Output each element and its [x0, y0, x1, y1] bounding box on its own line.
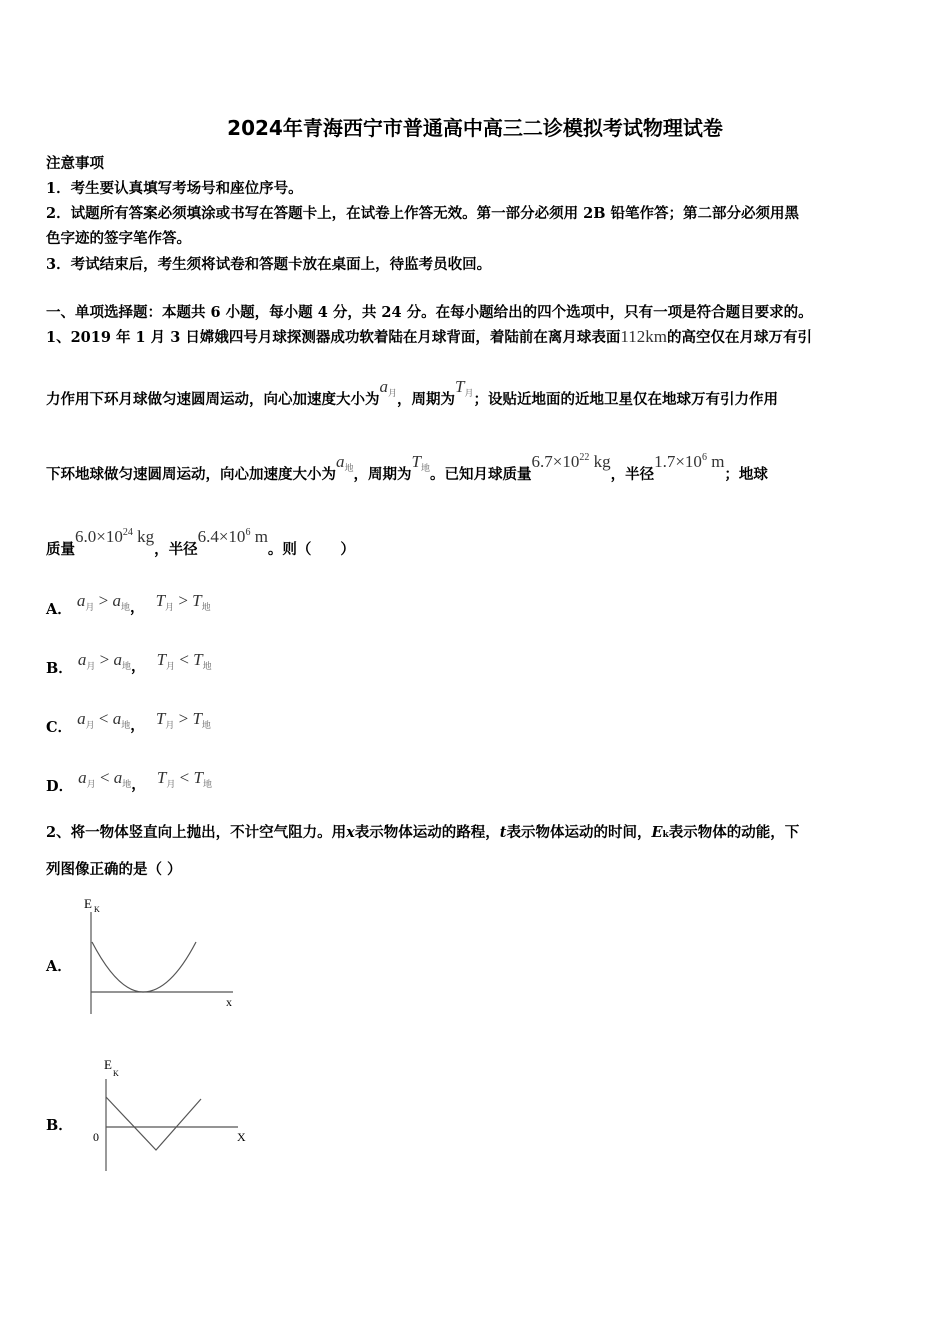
opt-comma: ，: [131, 776, 146, 793]
opt-rel1: >: [95, 650, 114, 669]
a-earth-symbol: a: [336, 452, 345, 471]
earth-radius-exp: 6: [245, 527, 251, 538]
q1-line2-c: ；设贴近地面的近地卫星仅在地球万有引力作用: [473, 391, 778, 408]
opt-comma: ，: [130, 658, 146, 675]
q1-line4-a: 质量: [46, 541, 75, 558]
section-heading: 一、单项选择题：本题共 6 小题，每小题 4 分，共 24 分。在每小题给出的四个选项中，只有一项是符合题目要求的。: [46, 304, 813, 321]
option-label: C．: [46, 719, 73, 736]
earth-radius-unit: m: [250, 527, 268, 546]
a-moon-symbol: a: [379, 377, 388, 396]
q1-altitude: 112km: [620, 327, 667, 346]
opt-a-sym: a: [77, 650, 87, 669]
opt-t-sym: T: [155, 591, 166, 610]
q1-option-d[interactable]: [46, 767, 212, 795]
opt-t-sub-moon: 月: [166, 780, 176, 790]
opt-rel2: >: [174, 709, 193, 728]
q2-ek-sub: k: [662, 830, 669, 840]
opt-rel2: >: [174, 591, 193, 610]
opt-t-sub-moon: 月: [166, 662, 176, 672]
moon-radius: [654, 452, 724, 471]
opt-t-sub-earth: 地: [201, 721, 211, 731]
q2-option-b-graph: [88, 1055, 258, 1177]
q2-x: x: [346, 824, 355, 841]
notice-heading: 注意事项: [46, 155, 104, 172]
opt-t-sym2: T: [192, 591, 202, 610]
q1-line-1: [46, 326, 812, 347]
opt-a-sub-earth: 地: [120, 603, 130, 613]
q1-line3-c: 。已知月球质量: [430, 466, 532, 483]
t-moon-sub: 月: [464, 389, 474, 399]
opt-t-sym: T: [156, 650, 167, 669]
q1-line2-a: 力作用下环月球做匀速圆周运动，向心加速度大小为: [46, 391, 380, 408]
q1-line3-b: ，周期为: [353, 466, 412, 483]
opt-t-sub-moon: 月: [165, 603, 175, 613]
opt-a-sub-earth: 地: [121, 721, 131, 731]
q1-option-b[interactable]: [46, 649, 212, 677]
opt-t-sub-earth: 地: [202, 780, 212, 790]
opt-t-sym: T: [155, 709, 166, 728]
moon-radius-unit: m: [706, 452, 725, 471]
option-label: B．: [46, 660, 73, 677]
opt-a-sub-moon: 月: [85, 603, 95, 613]
q2-line-2: 列图像正确的是（ ）: [46, 861, 182, 878]
earth-radius: [198, 527, 268, 546]
graph-b-y-label: E: [104, 1057, 112, 1072]
q1-line3-e: ；地球: [724, 466, 768, 483]
q1-line4-c: 。则（ ）: [267, 541, 355, 558]
opt-t-sub-earth: 地: [201, 603, 211, 613]
opt-a-sym2: a: [112, 709, 122, 728]
notice-item-1: 1．考生要认真填写考场号和座位序号。: [46, 180, 303, 197]
moon-mass-base: 6.7×10: [531, 452, 580, 471]
a-moon-sub: 月: [388, 389, 398, 399]
earth-mass-unit: kg: [132, 527, 155, 546]
notice-item-2: 2．试题所有答案必须填涂或书写在答题卡上，在试卷上作答无效。第一部分必须用 2B 铅笔作答；第二部分必须用黑: [46, 205, 800, 222]
q1-line1-tail: 的高空仅在月球万有引: [666, 329, 812, 346]
graph-b-y-sub: K: [113, 1069, 119, 1078]
q2-line1-d: 表示物体的动能，下: [668, 824, 800, 841]
opt-t-sub-moon: 月: [165, 721, 175, 731]
graph-a-y-label: E: [84, 896, 92, 911]
opt-a-sym2: a: [113, 650, 122, 669]
option-label: A．: [46, 601, 72, 618]
opt-a-sym: a: [78, 768, 87, 787]
opt-a-sub-earth: 地: [121, 662, 131, 672]
graph-a-curve: [92, 942, 196, 992]
opt-a-sub-moon: 月: [86, 780, 96, 790]
graph-a-y-sub: K: [94, 905, 100, 914]
opt-rel1: <: [94, 709, 113, 728]
opt-comma: ，: [129, 599, 145, 616]
option-label: D．: [46, 778, 74, 795]
moon-radius-base: 1.7×10: [654, 452, 702, 471]
t-earth-symbol: T: [411, 452, 421, 471]
q1-line2-b: ，周期为: [397, 391, 456, 408]
graph-b-origin: 0: [93, 1130, 99, 1144]
q2-option-a-graph: [78, 890, 248, 1018]
q1-line-2: [46, 377, 778, 411]
moon-radius-exp: 6: [701, 452, 707, 463]
q2-ek: E: [651, 824, 663, 841]
opt-a-sub-moon: 月: [86, 662, 96, 672]
notice-item-3: 3．考试结束后，考生须将试卷和答题卡放在桌面上，待监考员收回。: [46, 256, 492, 273]
opt-t-sym2: T: [192, 709, 202, 728]
opt-a-sym: a: [77, 709, 86, 728]
notice-item-2-cont: 色字迹的签字笔作答。: [46, 230, 191, 247]
opt-rel2: <: [175, 768, 194, 787]
opt-a-sub-moon: 月: [85, 721, 95, 731]
earth-mass-exp: 24: [122, 527, 133, 538]
opt-a-sub-earth: 地: [122, 780, 132, 790]
opt-t-sym2: T: [193, 650, 203, 669]
q2-line-1: [46, 821, 799, 842]
q2-t: t: [499, 824, 507, 841]
q2-line1-b: 表示物体运动的路程，: [354, 824, 500, 841]
page-title: 2024年青海西宁市普通高中高三二诊模拟考试物理试卷: [227, 116, 723, 140]
moon-mass-unit: kg: [589, 452, 611, 471]
moon-mass: [532, 452, 611, 471]
q1-line4-b: ，半径: [154, 541, 198, 558]
q2-option-b-label[interactable]: B．: [46, 1117, 73, 1134]
moon-mass-exp: 22: [579, 452, 590, 463]
q2-option-a-label[interactable]: A．: [46, 958, 72, 975]
earth-mass-base: 6.0×10: [75, 527, 123, 546]
opt-rel1: >: [94, 591, 113, 610]
earth-radius-base: 6.4×10: [197, 527, 246, 546]
q2-line1-a: 2、将一物体竖直向上抛出，不计空气阻力。用: [46, 824, 347, 841]
opt-rel2: <: [175, 650, 194, 669]
opt-comma: ，: [130, 717, 145, 734]
opt-rel1: <: [95, 768, 114, 787]
opt-a-sym2: a: [113, 768, 123, 787]
opt-t-sym: T: [156, 768, 167, 787]
q2-line1-c: 表示物体运动的时间，: [506, 824, 652, 841]
q1-line3-d: ，半径: [610, 466, 655, 483]
q1-option-a[interactable]: [46, 590, 211, 618]
q1-line3-a: 下环地球做匀速圆周运动，向心加速度大小为: [46, 466, 336, 483]
a-earth-sub: 地: [344, 464, 354, 474]
graph-a-x-label: x: [226, 995, 232, 1009]
opt-t-sub-earth: 地: [202, 662, 212, 672]
earth-mass: [75, 527, 154, 546]
graph-b-curve: [106, 1097, 201, 1150]
opt-t-sym2: T: [193, 768, 203, 787]
q1-line1-text: 1、2019 年 1 月 3 日嫦娥四号月球探测器成功软着陆在月球背面，着陆前在离月球表面: [46, 329, 621, 346]
t-moon-symbol: T: [455, 377, 465, 396]
t-earth-sub: 地: [420, 464, 430, 474]
q1-option-c[interactable]: [46, 708, 211, 736]
opt-a-sym: a: [76, 591, 86, 610]
opt-a-sym2: a: [112, 591, 121, 610]
graph-b-x-label: X: [237, 1130, 246, 1144]
